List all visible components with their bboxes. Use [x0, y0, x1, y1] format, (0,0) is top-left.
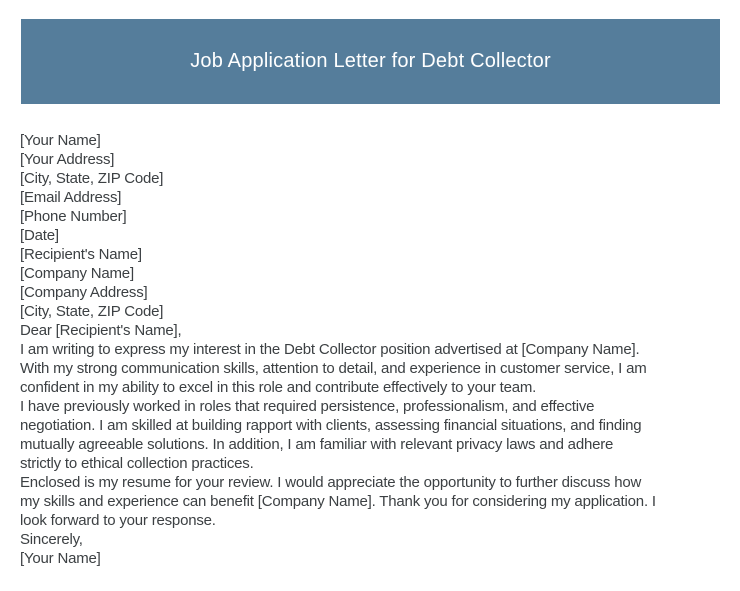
address-line: [Company Address] [20, 284, 148, 301]
page-title: Job Application Letter for Debt Collector [190, 50, 551, 72]
paragraph-line: my skills and experience can benefit [Company Name]. Thank you for considering my application. I [20, 493, 656, 510]
salutation-line: Dear [Recipient's Name], [20, 322, 182, 339]
address-line: [Phone Number] [20, 208, 127, 225]
paragraph-line: look forward to your response. [20, 512, 216, 529]
address-line: [Company Name] [20, 265, 134, 282]
paragraph-line: negotiation. I am skilled at building rapport with clients, assessing financial situations, and finding [20, 417, 642, 434]
address-line: [City, State, ZIP Code] [20, 170, 164, 187]
address-line: [Your Address] [20, 151, 115, 168]
closing-line: Sincerely, [20, 531, 83, 548]
paragraph-line: strictly to ethical collection practices. [20, 455, 254, 472]
address-line: [Email Address] [20, 189, 122, 206]
address-line: [Recipient's Name] [20, 246, 142, 263]
letter-body [20, 131, 736, 568]
header-banner [21, 19, 720, 104]
paragraph-line: I have previously worked in roles that required persistence, professionalism, and effective [20, 398, 595, 415]
paragraph-line: With my strong communication skills, attention to detail, and experience in customer service, I am [20, 360, 647, 377]
paragraph-line: mutually agreeable solutions. In addition, I am familiar with relevant privacy laws and adhere [20, 436, 614, 453]
address-line: [City, State, ZIP Code] [20, 303, 164, 320]
signature-line: [Your Name] [20, 550, 101, 567]
paragraph-line: confident in my ability to excel in this role and contribute effectively to your team. [20, 379, 537, 396]
address-line: [Your Name] [20, 132, 101, 149]
address-line: [Date] [20, 227, 59, 244]
paragraph-line: Enclosed is my resume for your review. I would appreciate the opportunity to further discuss how [20, 474, 642, 491]
paragraph-line: I am writing to express my interest in the Debt Collector position advertised at [Company Name]. [20, 341, 640, 358]
